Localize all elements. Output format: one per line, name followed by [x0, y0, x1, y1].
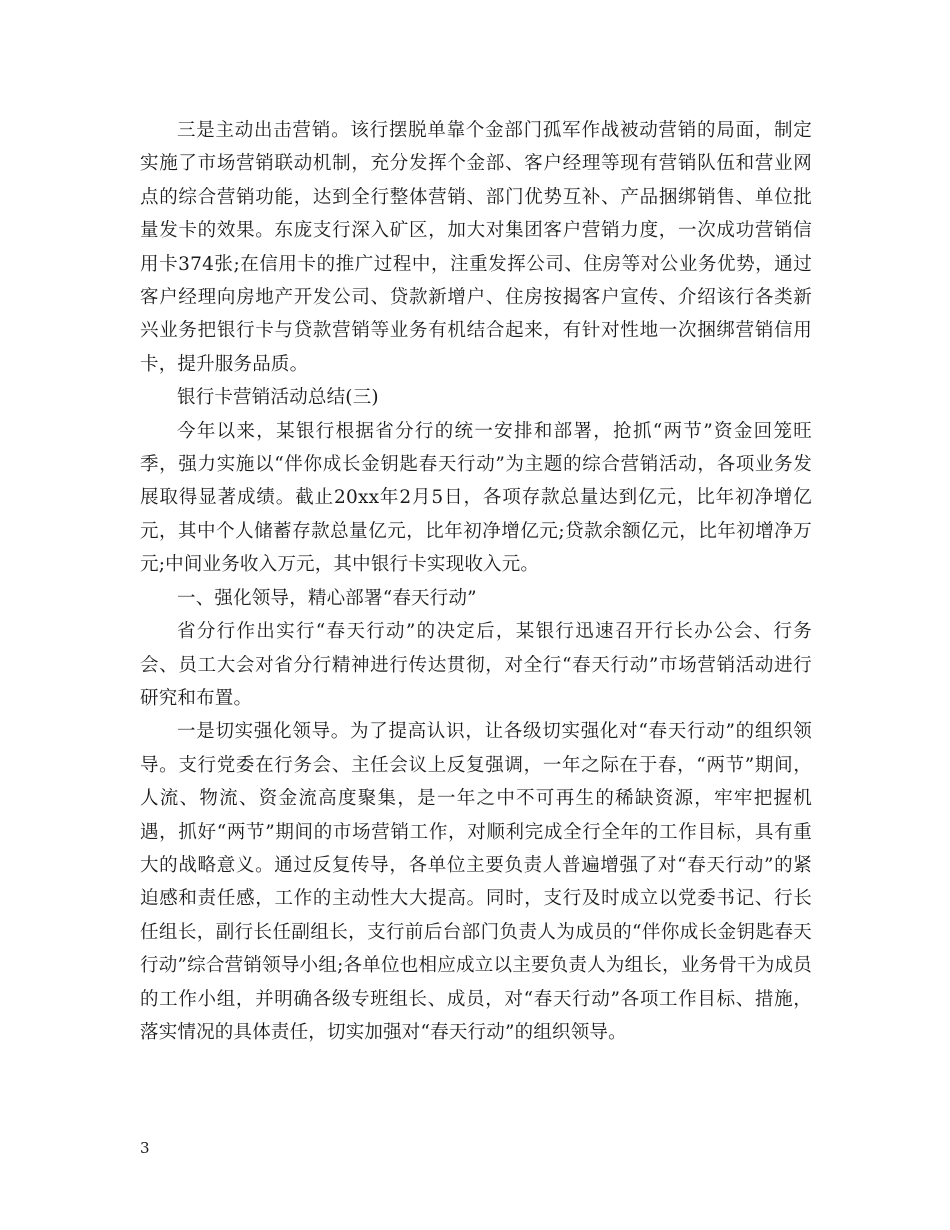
- section-heading-summary-three: 银行卡营销活动总结(三): [177, 387, 379, 409]
- paragraph-marketing-strategy: 三是主动出击营销。该行摆脱单靠个金部门孤军作战被动营销的局面，制定实施了市场营销联动机制，充分发挥个金部、客户经理等现有营销队伍和营业网点的综合营销功能，达到全行整体营销、部门优势互补、产品捆绑销售、单位批量发卡的效果。东庞支行深入矿区，加大对集团客户营销力度，一次成功营销信用卡374张;在信用卡的推广过程中，注重发挥公司、住房等对公业务优势，通过客户经理向房地产开发公司、贷款新增户、住房按揭客户宣传、介绍该行各类新兴业务把银行卡与贷款营销等业务有机结合起来，有针对性地一次捆绑营销信用卡，提升服务品质。: [140, 120, 812, 375]
- section-heading-leadership: 一、强化领导，精心部署“春天行动”: [177, 587, 477, 609]
- paragraph-overview: 今年以来，某银行根据省分行的统一安排和部署，抢抓“两节”资金回笼旺季，强力实施以“伴你成长金钥匙春天行动”为主题的综合营销活动，各项业务发展取得显著成绩。截止20xx年2月5日，各项存款总量达到亿元，比年初净增亿元，其中个人储蓄存款总量亿元，比年初净增亿元;贷款余额亿元，比年初增净万元;中间业务收入万元，其中银行卡实现收入元。: [140, 420, 812, 576]
- page-number: 3: [140, 1139, 150, 1157]
- paragraph-deployment: 省分行作出实行“春天行动”的决定后，某银行迅速召开行长办公会、行务会、员工大会对省分行精神进行传达贯彻，对全行“春天行动”市场营销活动进行研究和布置。: [140, 621, 812, 709]
- body-text: [140, 114, 812, 1049]
- paragraph-strengthen-leadership: 一是切实强化领导。为了提高认识，让各级切实强化对“春天行动”的组织领导。支行党委在行务会、主任会议上反复强调，一年之际在于春，“两节”期间，人流、物流、资金流高度聚集，是一年之中不可再生的稀缺资源，牢牢把握机遇，抓好“两节”期间的市场营销工作，对顺利完成全行全年的工作目标，具有重大的战略意义。通过反复传导，各单位主要负责人普遍增强了对“春天行动”的紧迫感和责任感，工作的主动性大大提高。同时，支行及时成立以党委书记、行长任组长，副行长任副组长，支行前后台部门负责人为成员的“伴你成长金钥匙春天行动”综合营销领导小组;各单位也相应成立以主要负责人为组长，业务骨干为成员的工作小组，并明确各级专班组长、成员，对“春天行动”各项工作目标、措施，落实情况的具体责任，切实加强对“春天行动”的组织领导。: [140, 721, 812, 1043]
